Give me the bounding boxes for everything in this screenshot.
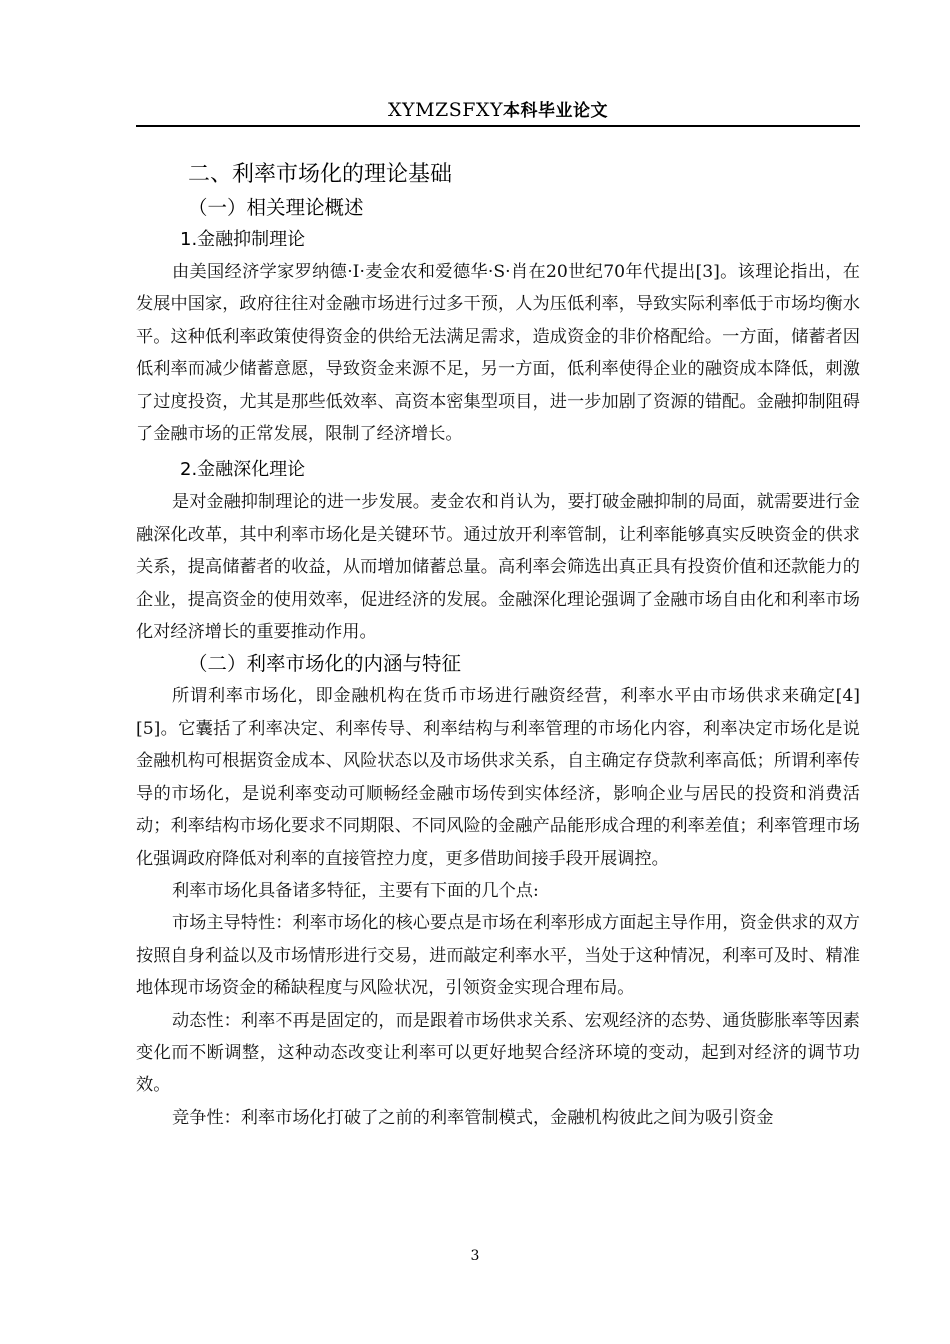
header-rule [136, 125, 860, 127]
subsection-title-1: （一）相关理论概述 [188, 196, 364, 219]
theory-title-2: 2.金融深化理论 [180, 459, 306, 481]
paragraph-theory1: 由美国经济学家罗纳德·I·麦金农和爱德华·S·肖在20世纪70年代提出[3]。该理论指出，在发展中国家，政府往往对金融市场进行过多干预，人为压低利率，导致实际利率低于市场均衡水平。这种低利率政策使得资金的供给无法满足需求，造成资金的非价格配给。一方面，储蓄者因低利率而减少储蓄意愿，导致资金来源不足，另一方面，低利率使得企业的融资成本降低，刺激了过度投资，尤其是那些低效率、高资本密集型项目，进一步加剧了资源的错配。金融抑制阻碍了金融市场的正常发展，限制了经济增长。 [136, 262, 860, 445]
paragraph-theory2: 是对金融抑制理论的进一步发展。麦金农和肖认为，要打破金融抑制的局面，就需要进行金融深化改革，其中利率市场化是关键环节。通过放开利率管制，让利率能够真实反映资金的供求关系，提高储蓄者的收益，从而增加储蓄总量。高利率会筛选出真正具有投资价值和还款能力的企业，提高资金的使用效率，促进经济的发展。金融深化理论强调了金融市场自由化和利率市场化对经济增长的重要推动作用。 [136, 492, 860, 643]
section-title: 二、利率市场化的理论基础 [188, 162, 453, 187]
theory-title-1: 1.金融抑制理论 [180, 229, 306, 250]
paragraph-feature-1: 市场主导特性：利率市场化的核心要点是市场在利率形成方面起主导作用，资金供求的双方按照自身利益以及市场情形进行交易，进而敲定利率水平，当处于这种情况，利率可及时、精准地体现市场资金的稀缺程度与风险状况，引领资金实现合理布局。 [136, 913, 860, 999]
page-header [136, 96, 860, 124]
subsection-title-2: （二）利率市场化的内涵与特征 [188, 652, 462, 676]
header-code: XYMZSFXY [388, 99, 503, 121]
paragraph-features-intro: 利率市场化具备诸多特征，主要有下面的几个点: [172, 880, 539, 901]
paragraph-meaning: 所谓利率市场化，即金融机构在货币市场进行融资经营，利率水平由市场供求来确定[4][5]。它囊括了利率决定、利率传导、利率结构与利率管理的市场化内容，利率决定市场化是说金融机构可根据资金成本、风险状态以及市场供求关系，自主确定存贷款利率高低；所谓利率传导的市场化，是说利率变动可顺畅经金融市场传到实体经济，影响企业与居民的投资和消费活动；利率结构市场化要求不同期限、不同风险的金融产品能形成合理的利率差值；利率管理市场化强调政府降低对利率的直接管控力度，更多借助间接手段开展调控。 [136, 686, 860, 869]
paragraph-feature-3: 竞争性：利率市场化打破了之前的利率管制模式，金融机构彼此之间为吸引资金 [172, 1107, 774, 1128]
document-body [136, 158, 860, 1134]
page-number: 3 [470, 1248, 480, 1264]
header-title: 本科毕业论文 [503, 101, 608, 121]
paragraph-feature-2: 动态性：利率不再是固定的，而是跟着市场供求关系、宏观经济的态势、通货膨胀率等因素变化而不断调整，这种动态改变让利率可以更好地契合经济环境的变动，起到对经济的调节功效。 [136, 1010, 860, 1096]
